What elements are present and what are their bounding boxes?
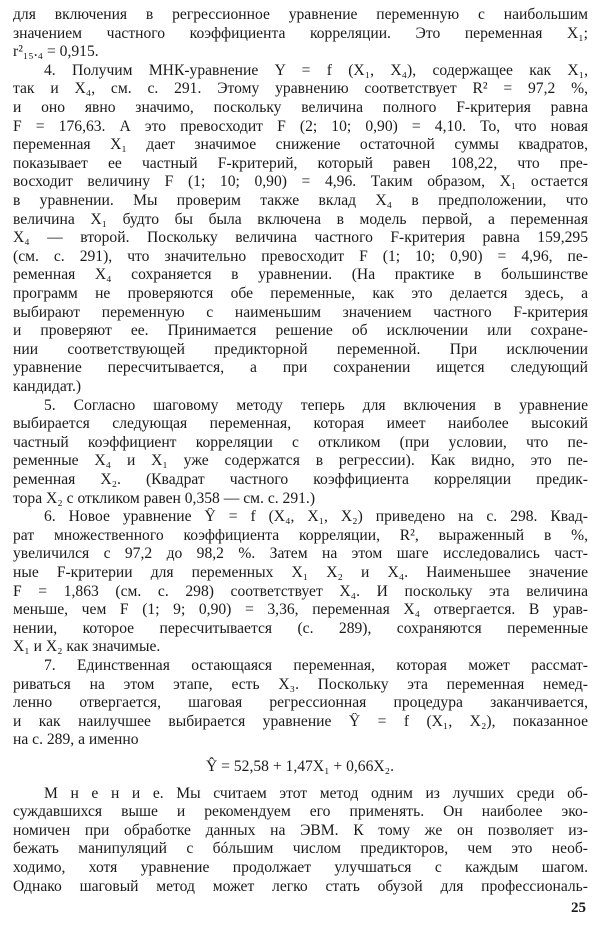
text-line: ходимо, хотя уравнение продолжает улучшаться с каждым шагом. (13, 859, 588, 876)
text-line: номичен при обработке данных на ЭВМ. К тому же он позволяет из- (13, 821, 588, 839)
text-line: 4. Получим МНК-уравнение Y = f (X₁, X₄), содержащее как X₁, (44, 61, 588, 79)
text-line: переменная X₁ дает значимое снижение остаточной суммы квадратов, (13, 136, 588, 154)
text-line: на с. 289, а именно (13, 731, 139, 749)
text-line: для включения в регрессионное уравнение переменную с наибольшим (13, 6, 588, 23)
text-line: ременные X₄ и X₁ уже содержатся в регрессии). Как видно, это пе- (13, 452, 588, 470)
text-line: частный коэффициент корреляции с откликом (при условии, что пе- (13, 433, 588, 451)
text-line: ременная X₄ сохраняется в уравнении. (На практике в большинстве (13, 266, 588, 284)
text-line: X₄ — второй. Поскольку величина частного F-критерия равна 159,295 (13, 229, 588, 247)
text-line: суждавшихся выше и рекомендуем его применять. Он наиболее эко- (13, 803, 588, 821)
text-line: риваться на этом этапе, есть X₃. Поскольку эта переменная немед- (13, 675, 588, 693)
text-line: ленно отвергается, шаговая регрессионная процедура заканчивается, (13, 694, 588, 712)
text-line: выбирают переменную с наименьшим значением частного F-критерия (13, 303, 588, 321)
text-line: Однако шаговый метод может легко стать обузой для профессиональ- (13, 877, 588, 895)
text-line: меньше, чем F (1; 9; 0,90) = 3,36, переменная X₄ отвергается. В урав- (13, 601, 588, 619)
text-line: 5. Согласно шаговому методу теперь для включения в уравнение (44, 396, 588, 414)
text-line: увеличился с 97,2 до 98,2 %. Затем на этом шаге исследовались част- (13, 545, 588, 563)
text-line: тора X₂ с откликом равен 0,358 — см. с. 291.) (13, 489, 316, 507)
text-line: ные F-критерии для переменных X₁ X₂ и X₄. Наименьшее значение (13, 564, 588, 581)
text-line: r²₁₅.₄ = 0,915. (13, 43, 99, 61)
text-line: кандидат.) (13, 378, 82, 395)
text-line: программ не проверяются обе переменные, как это делается здесь, а (13, 285, 588, 302)
text-line: уравнение пересчитывается, а при сохранении ищется следующий (13, 359, 588, 377)
text-line: F = 176,63. А это превосходит F (2; 10; 0,90) = 4,10. То, что новая (13, 117, 588, 135)
text-line: и проверяют ее. Принимается решение об исключении или сохране- (13, 322, 588, 340)
text-line: X₁ и X₂ как значимые. (13, 638, 161, 656)
text-line: и как наилучшее выбирается уравнение Ŷ = f (X₁, X₂), показанное (13, 712, 588, 730)
text-line: бежать манипуляций с бóльшим числом предикторов, чем это необ- (13, 840, 588, 858)
text-line: нии соответствующей предикторной переменной. При исключении (13, 340, 588, 358)
text-line: восходит величину F (1; 10; 0,90) = 4,96. Таким образом, X₁ остается (13, 173, 588, 191)
text-line: величина X₁ будто бы была включена в модель первой, а переменная (13, 210, 588, 228)
text-line: так и X₄, см. с. 291. Этому уравнению соответствует R² = 97,2 %, (13, 80, 588, 98)
text-line: М н е н и е. Мы считаем этот метод одним из лучших среди об- (44, 784, 588, 802)
text-line: рат множественного коэффициента корреляции, R², выраженный в %, (13, 526, 588, 544)
text-line: нении, которое пересчитывается (с. 289), сохраняются переменные (13, 619, 588, 637)
text-line: и оно явно значимо, поскольку величина полного F-критерия равна (13, 99, 588, 116)
text-line: показывает ее частный F-критерий, который равен 108,22, что пре- (13, 154, 588, 172)
text-line: ременная X₂. (Квадрат частного коэффициента корреляции предик- (13, 471, 588, 488)
text-line: 6. Новое уравнение Ŷ = f (X₄, X₁, X₂) приведено на с. 298. Квад- (44, 508, 588, 526)
text-line: в уравнении. Мы проверим также вклад X₄ в предположении, что (13, 192, 588, 209)
text-line: (см. с. 291), что значительно превосходит F (1; 10; 0,90) = 4,96, пе- (13, 247, 588, 265)
text-line: выбирается следующая переменная, которая имеет наиболее высокий (13, 415, 588, 433)
regression-equation: Ŷ = 52,58 + 1,47X₁ + 0,66X₂. (206, 758, 394, 775)
text-line: F = 1,863 (см. с. 298) соответствует X₄. И поскольку эта величина (13, 582, 588, 600)
text-line: 7. Единственная остающаяся переменная, которая может рассмат- (44, 657, 588, 674)
text-line: значением частного коэффициента корреляции. Это переменная X₁; (13, 24, 588, 42)
page-number: 25 (571, 900, 586, 917)
